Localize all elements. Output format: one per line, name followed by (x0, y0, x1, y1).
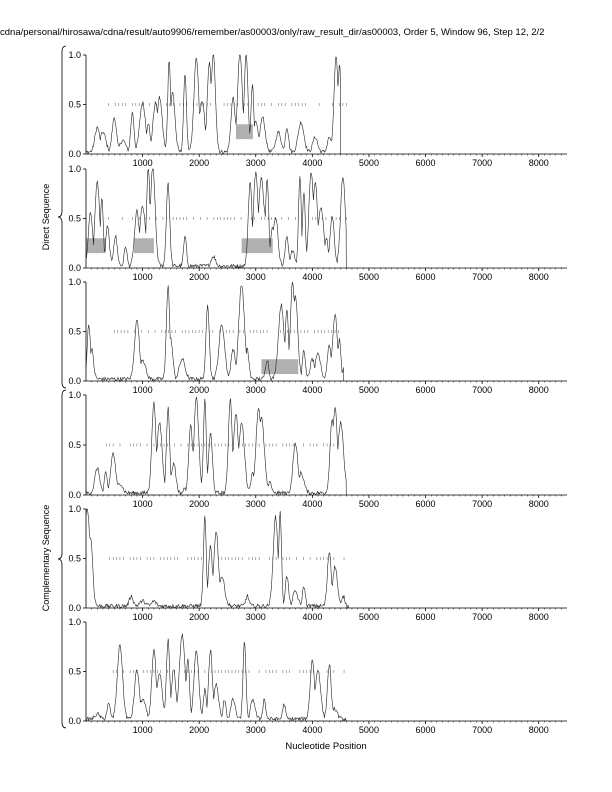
series-line (86, 634, 346, 721)
x-tick-label: 4000 (302, 612, 323, 622)
x-tick-label: 1000 (132, 612, 153, 622)
x-tick-label: 1000 (132, 158, 153, 168)
half-line-dashes (114, 330, 338, 333)
x-tick-label: 8000 (528, 385, 549, 395)
x-tick-label: 3000 (245, 612, 266, 622)
x-tick-label: 2000 (189, 725, 210, 735)
x-tick-label: 8000 (528, 499, 549, 509)
brace-direct (58, 46, 66, 388)
x-tick-label: 1000 (132, 272, 153, 282)
highlight-box-1 (134, 238, 154, 253)
x-tick-label: 4000 (302, 725, 323, 735)
y-tick-label: 1.0 (68, 50, 81, 60)
series-line (86, 509, 349, 608)
x-tick-label: 5000 (358, 272, 379, 282)
x-tick-label: 6000 (415, 725, 436, 735)
y-tick-label: 0.0 (68, 376, 81, 386)
x-axis-label: Nucleotide Position (285, 741, 367, 752)
x-tick-label: 7000 (472, 385, 493, 395)
x-tick-label: 1000 (132, 499, 153, 509)
x-tick-label: 7000 (472, 499, 493, 509)
x-tick-label: 3000 (245, 499, 266, 509)
y-tick-label: 0.5 (68, 326, 81, 337)
x-tick-label: 7000 (472, 158, 493, 168)
group-label-complementary: Complementary Sequence (41, 504, 51, 612)
y-tick-label: 0.5 (68, 99, 81, 110)
x-tick-label: 8000 (528, 158, 549, 168)
x-tick-label: 4000 (302, 272, 323, 282)
x-tick-label: 3000 (245, 272, 266, 282)
x-tick-label: 3000 (245, 385, 266, 395)
x-tick-label: 4000 (302, 499, 323, 509)
x-tick-label: 1000 (132, 725, 153, 735)
x-tick-label: 6000 (415, 499, 436, 509)
series-line (86, 397, 346, 495)
y-tick-label: 0.0 (68, 603, 81, 613)
group-label-direct: Direct Sequence (41, 183, 51, 251)
x-tick-label: 2000 (189, 158, 210, 168)
panel-3 (68, 390, 567, 509)
y-tick-label: 0.0 (68, 149, 81, 159)
x-tick-label: 8000 (528, 272, 549, 282)
y-tick-label: 0.0 (68, 716, 81, 726)
x-tick-label: 8000 (528, 725, 549, 735)
x-tick-label: 6000 (415, 385, 436, 395)
x-tick-label: 6000 (415, 272, 436, 282)
panel-0 (68, 50, 567, 168)
half-line-dashes (113, 670, 344, 673)
y-tick-label: 1.0 (68, 617, 81, 627)
x-tick-label: 5000 (358, 158, 379, 168)
x-tick-label: 7000 (472, 725, 493, 735)
y-tick-label: 0.5 (68, 553, 81, 564)
y-tick-label: 1.0 (68, 164, 81, 174)
x-tick-label: 7000 (472, 272, 493, 282)
figure-header: cdna/personal/hirosawa/cdna/result/auto9906/remember/as00003/only/raw_result_dir/as00003, Order 5, Window 96, Step 12, 2/2 (0, 27, 545, 38)
panels-layer (58, 46, 567, 735)
panel-2 (68, 277, 567, 395)
highlight-box-0 (86, 238, 106, 253)
x-tick-label: 8000 (528, 612, 549, 622)
x-tick-label: 6000 (415, 158, 436, 168)
x-tick-label: 6000 (415, 612, 436, 622)
y-tick-label: 0.0 (68, 490, 81, 500)
brace-complementary (58, 390, 66, 728)
half-line-dashes (110, 557, 344, 560)
y-tick-label: 1.0 (68, 277, 81, 287)
panel-1 (68, 164, 567, 282)
y-tick-label: 1.0 (68, 504, 81, 514)
y-tick-label: 0.5 (68, 666, 81, 677)
x-tick-label: 4000 (302, 385, 323, 395)
x-tick-label: 2000 (189, 385, 210, 395)
x-tick-label: 2000 (189, 272, 210, 282)
panel-5 (68, 617, 567, 735)
y-tick-label: 0.5 (68, 440, 81, 450)
series-line (86, 169, 346, 268)
x-tick-label: 2000 (189, 612, 210, 622)
x-tick-label: 3000 (245, 158, 266, 168)
x-tick-label: 5000 (358, 612, 379, 622)
y-tick-label: 0.5 (68, 213, 81, 224)
x-tick-label: 5000 (358, 499, 379, 509)
half-line-dashes (109, 103, 347, 106)
x-tick-label: 4000 (302, 158, 323, 168)
x-tick-label: 7000 (472, 612, 493, 622)
x-tick-label: 5000 (358, 725, 379, 735)
y-tick-label: 0.0 (68, 263, 81, 273)
x-tick-label: 5000 (358, 385, 379, 395)
x-tick-label: 1000 (132, 385, 153, 395)
y-tick-label: 1.0 (68, 390, 81, 400)
x-tick-label: 3000 (245, 725, 266, 735)
x-tick-label: 2000 (189, 499, 210, 509)
half-line-dashes (106, 444, 333, 447)
panel-4 (68, 504, 567, 622)
